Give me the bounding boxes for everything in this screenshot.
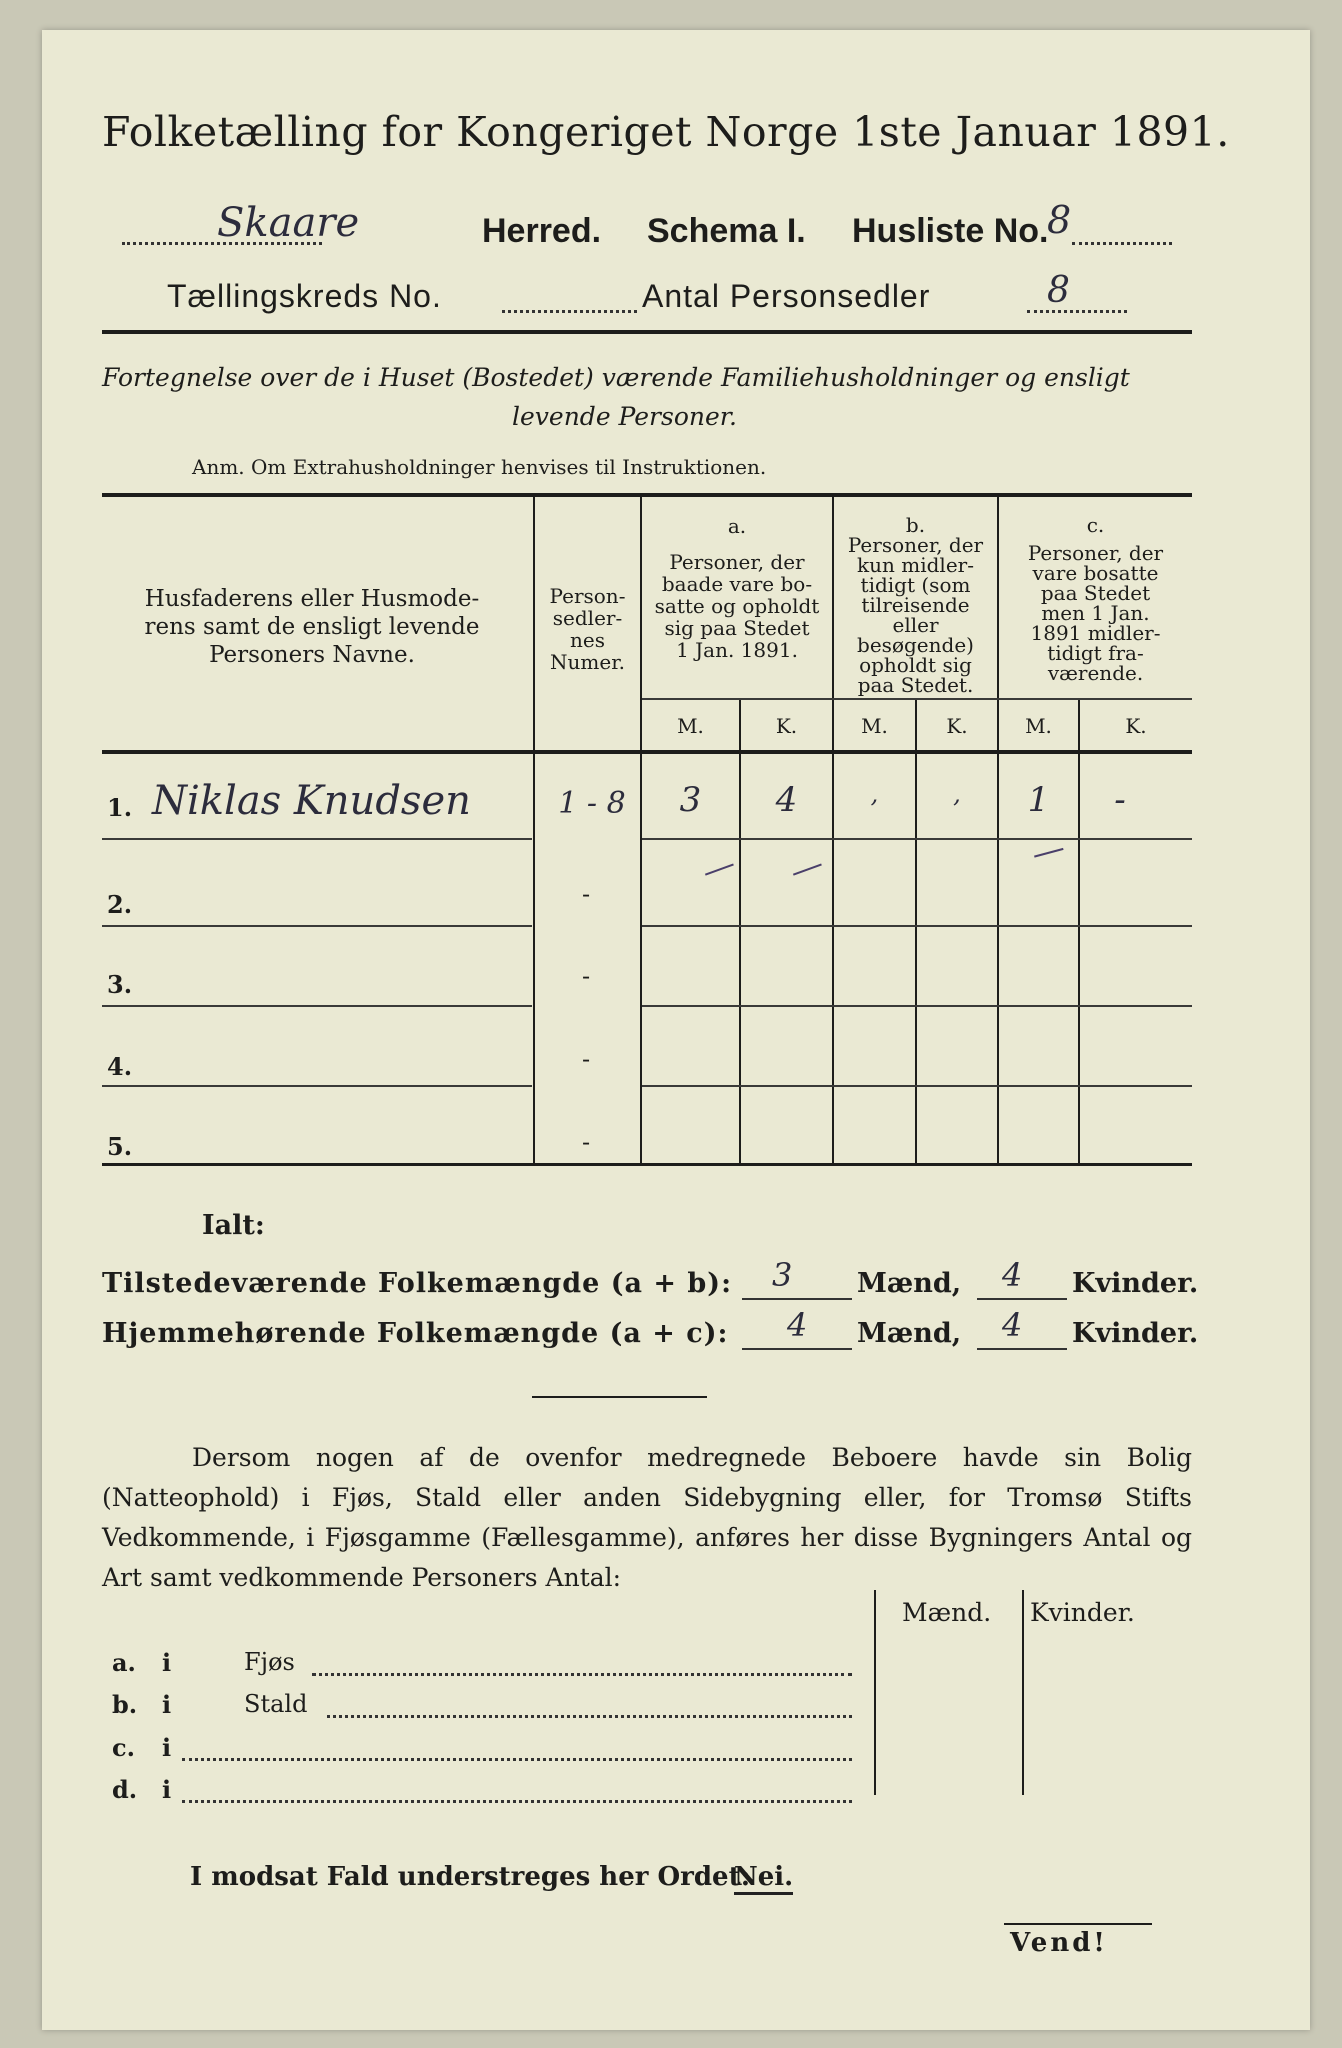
herred-handwritten: Skaare [217,200,360,246]
tilstede-maend-word: Mænd, [857,1268,962,1299]
tick-mark-a-k [788,850,822,875]
outb-c-dots [182,1758,852,1761]
outb-sep-2 [1022,1590,1024,1795]
outb-b-label: Stald [244,1690,308,1718]
tilstede-label: Tilstedeværende Folkemængde (a + b): [102,1268,733,1299]
outb-col-maend: Mænd. [902,1598,992,1627]
row-5-num: 5. [107,1132,133,1161]
outb-a-dots [312,1673,852,1676]
row-5-sedler: - [582,1128,591,1156]
kreds-label: Tællingskreds No. [167,278,442,314]
col-header-num: Person- sedler- nes Numer. [549,584,626,674]
row-1-a-m: 3 [679,780,702,820]
sub-c-k: K. [1125,714,1147,738]
col-header-name: Husfaderens eller Husmode- rens samt de ensligt levende Personers Navne. [144,586,480,668]
row-1-sedler: 1 - 8 [558,786,626,821]
table-top-rule [102,493,1192,497]
row-1-b-m: , [870,780,879,808]
husliste-label: Husliste No. [852,212,1049,250]
tilstede-kvinder-value: 4 [1002,1256,1023,1294]
col-sep-bm [915,698,917,1163]
sub-c-m: M. [1025,714,1052,738]
herred-label: Herred. [482,212,602,250]
hjemme-label: Hjemmehørende Folkemængde (a + c): [102,1318,729,1349]
personsedler-label: Antal Personsedler [642,278,931,314]
hjemme-kvinder-line [977,1348,1067,1350]
tilstede-kvinder-word: Kvinder. [1072,1268,1199,1299]
sub-b-k: K. [946,714,968,738]
tilstede-maend-value: 3 [772,1256,793,1294]
row-2-num: 2. [107,890,133,919]
outb-b-letter: b. [112,1690,138,1719]
row-rule-4 [102,1085,532,1087]
row-1-b-k: , [953,780,961,808]
row-2-sedler: - [582,880,591,908]
row-rule-2 [102,925,532,927]
outb-c-i: i [162,1733,172,1762]
header-rule [102,330,1192,334]
row-1-a-k: 4 [775,780,798,820]
personsedler-dotted-line [1027,310,1127,313]
outbuildings-paragraph: Dersom nogen af de ovenfor medregnede Beboere havde sin Bolig (Natteophold) i Fjøs, Stald eller anden Sidebygning eller, for Tromsø Stifts Vedkommende, i Fjøsgamme (Fællesgamme), anføres her disse Bygningers Antal og Art samt vedkommende Personers Antal: [102,1443,1192,1592]
hjemme-maend-word: Mænd, [857,1318,962,1349]
anm-note: Anm. Om Extrahusholdninger henvises til Instruktionen. [192,455,767,479]
modsat-text: I modsat Fald understreges her Ordet: [190,1862,751,1892]
hjemme-kvinder-value: 4 [1002,1306,1023,1344]
row-rule-1-right [642,838,1192,840]
section-divider [532,1396,707,1398]
vend-rule [1004,1923,1152,1925]
col-header-a: a. Personer, der baade vare bo- satte og opholdt sig paa Stedet 1 Jan. 1891. [654,514,820,662]
hjemme-maend-value: 4 [787,1306,808,1344]
outb-col-kvinder: Kvinder. [1030,1598,1135,1627]
row-rule-1 [102,838,532,840]
husliste-dotted-line [1072,242,1172,245]
row-rule-2-right [642,925,1192,927]
husliste-value: 8 [1047,198,1072,242]
intro-line-2: levende Personer. [512,402,737,431]
outb-d-dots [182,1800,852,1803]
row-rule-4-right [642,1085,1192,1087]
row-1-num: 1. [107,793,133,822]
col-sep-am [739,698,741,1163]
tilstede-kvinder-line [977,1298,1067,1300]
hjemme-kvinder-word: Kvinder. [1072,1318,1199,1349]
outb-b-dots [327,1715,852,1718]
vend-label: Vend! [1010,1928,1108,1958]
col-header-c: c. Personer, der vare bosatte paa Stedet men 1 Jan. 1891 midler- tidigt fra- værende. [1027,513,1164,685]
outb-a-letter: a. [112,1648,136,1677]
outb-sep-1 [874,1590,876,1795]
hjemme-maend-line [742,1348,852,1350]
col-sep-cm [1078,698,1080,1163]
outb-c-letter: c. [112,1733,135,1762]
sub-a-m: M. [677,714,704,738]
tilstede-maend-line [742,1298,852,1300]
row-1-name: Niklas Knudsen [152,778,471,824]
table-header-rule [102,750,1192,754]
row-1-c-m: 1 [1027,780,1050,820]
tick-mark-a-m [700,850,734,875]
row-1-c-k: - [1114,780,1126,820]
row-rule-3 [102,1005,532,1007]
outb-a-i: i [162,1648,172,1677]
kreds-dotted-line [502,310,637,313]
outb-d-i: i [162,1775,172,1804]
row-4-num: 4. [107,1052,133,1081]
sub-b-m: M. [861,714,888,738]
col-header-b: b. Personer, der kun midler- tidigt (som tilreisende eller besøgende) opholdt sig paa Stedet. [847,513,984,697]
outb-d-letter: d. [112,1775,138,1804]
row-rule-3-right [642,1005,1192,1007]
ialt-label: Ialt: [202,1210,265,1241]
row-4-sedler: - [582,1045,591,1073]
row-3-num: 3. [107,970,133,999]
nei-word: Nei. [734,1862,793,1895]
sub-a-k: K. [775,714,798,738]
census-form-sheet [42,30,1310,2030]
outb-a-label: Fjøs [244,1648,295,1676]
intro-line-1: Fortegnelse over de i Huset (Bostedet) værende Familiehusholdninger og ensligt [102,363,1130,392]
table-bottom-rule [102,1163,1192,1166]
form-title: Folketælling for Kongeriget Norge 1ste Januar 1891. [102,108,1230,156]
personsedler-value: 8 [1047,270,1070,311]
row-3-sedler: - [582,962,591,990]
subheader-rule [642,698,1192,700]
outb-b-i: i [162,1690,172,1719]
schema-label: Schema I. [647,212,806,250]
